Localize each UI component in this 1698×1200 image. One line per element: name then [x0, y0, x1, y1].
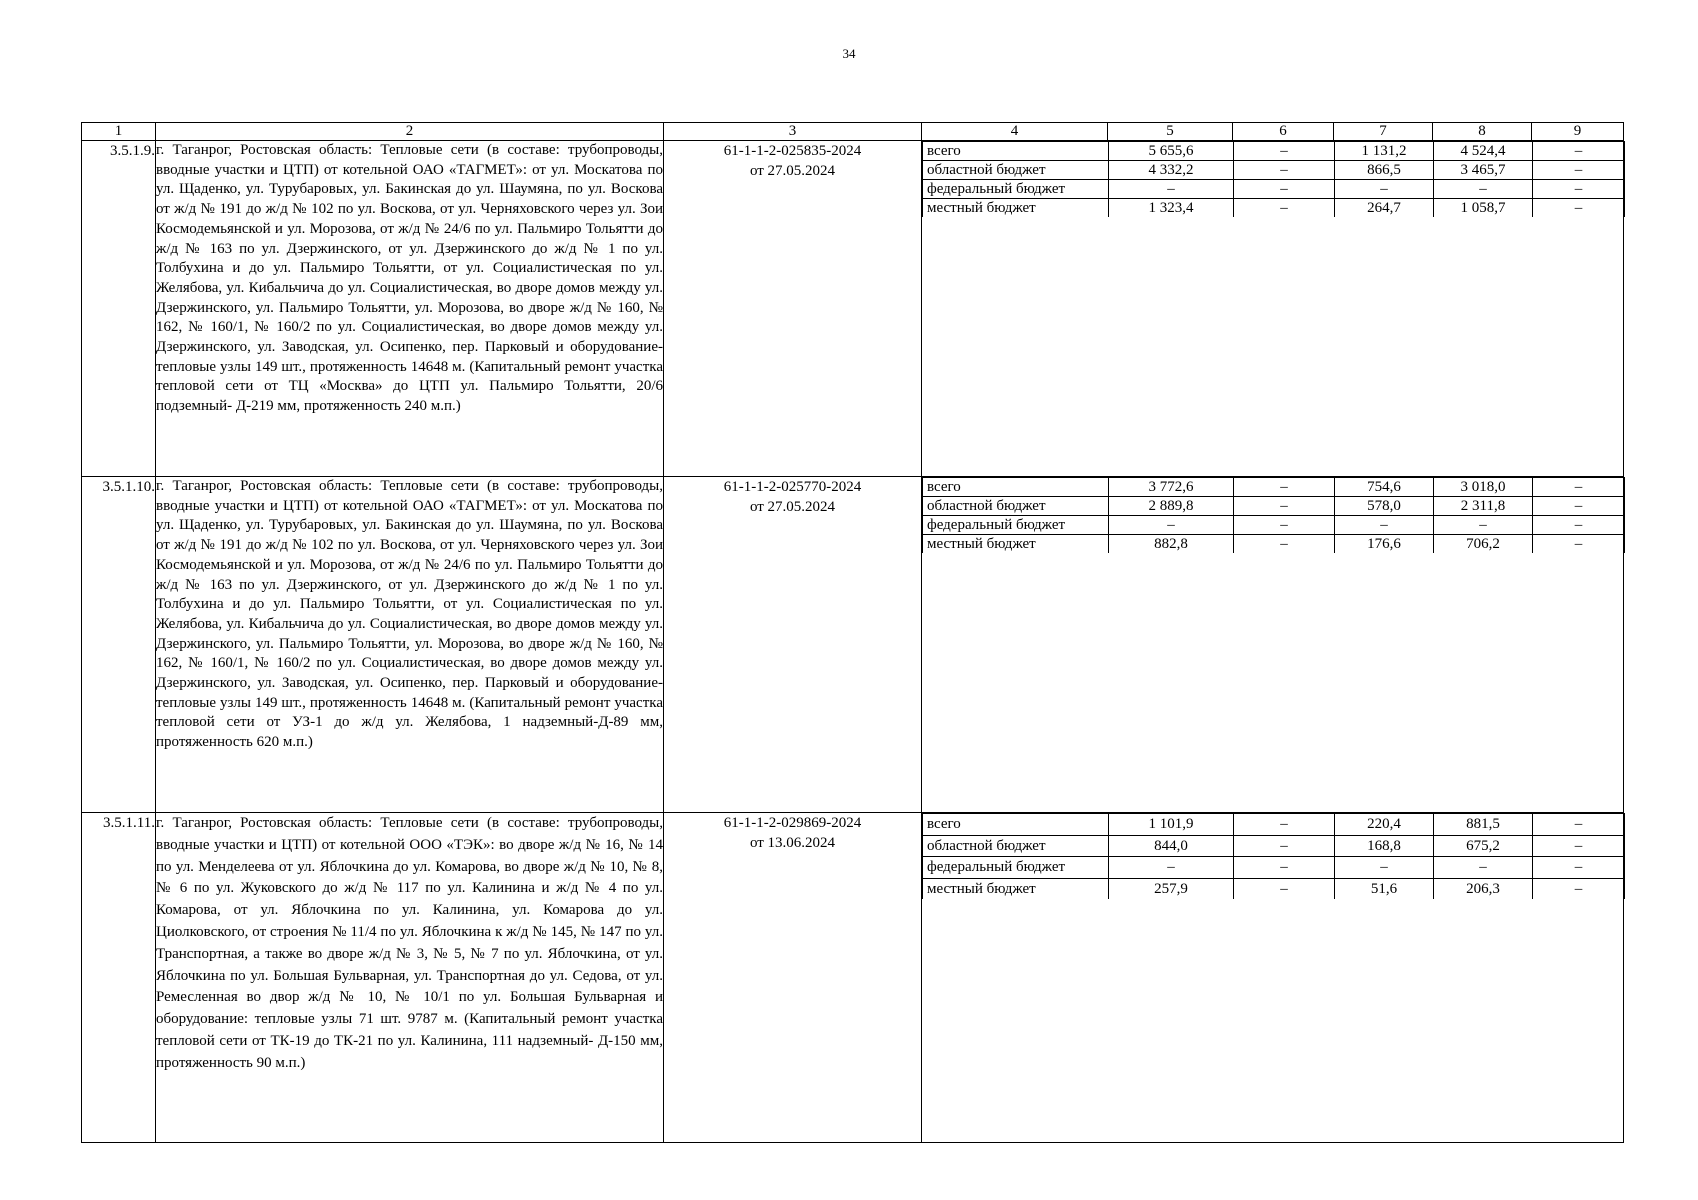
budget-label: федеральный бюджет — [923, 516, 1109, 535]
budget-value-col5: 844,0 — [1109, 835, 1234, 857]
budget-label: областной бюджет — [923, 835, 1109, 857]
budget-row-total — [923, 814, 1625, 836]
budget-row-regional — [923, 835, 1625, 857]
column-header: 3 — [664, 123, 922, 141]
budget-value-col6: – — [1234, 857, 1335, 879]
budget-value-col7: 264,7 — [1335, 199, 1434, 218]
budget-row-total — [923, 478, 1625, 497]
budget-value-col7: 578,0 — [1335, 497, 1434, 516]
budget-cell — [922, 141, 1624, 477]
budget-row-total — [923, 142, 1625, 161]
budget-value-col6: – — [1234, 478, 1335, 497]
budget-row-federal — [923, 516, 1625, 535]
budget-value-col7: 754,6 — [1335, 478, 1434, 497]
budget-value-col5: 1 101,9 — [1109, 814, 1234, 836]
budget-value-col7: 168,8 — [1335, 835, 1434, 857]
budget-cell — [922, 813, 1624, 1143]
column-header: 1 — [82, 123, 156, 141]
budget-table — [81, 122, 1624, 1143]
object-description: г. Таганрог, Ростовская область: Тепловые сети (в составе: трубопроводы, вводные участки и ЦТП) от котельной ООО «ТЭК»: во дворе ж/д № 16, № 14 по ул. Менделеева от ул. Яблочкина до ул. Комарова, во дворе ж/д № 10, № 8, № 6 по ул. Жуковского до ж/д № 117 по ул. Калинина и ж/д № 4 по ул. Комарова, от ул. Яблочкина по ул. Калинина, ул. Комарова до ул. Циолковского, от строения № 11/4 по ул. Яблочкина к ж/д № 145, № 147 по ул. Транспортная, а также во дворе ж/д № 3, № 5, № 7 по ул. Яблочкина, от ул. Яблочкина по ул. Большая Бульварная, ул. Транспортная до ул. Седова, от ул. Ремесленная во двор ж/д № 10, № 10/1 по ул. Большая Бульварная и оборудование: тепловые узлы 71 шт. 9787 м. (Капитальный ремонт участка тепловой сети от ТК-19 до ТК-21 по ул. Калинина, 111 надземный- Д-150 мм, протяженность 90 м.п.) — [156, 813, 664, 1143]
budget-value-col7: 220,4 — [1335, 814, 1434, 836]
budget-row-federal — [923, 857, 1625, 879]
budget-row-local — [923, 535, 1625, 554]
column-number-header-row — [82, 123, 1624, 141]
budget-value-col5: 4 332,2 — [1109, 161, 1234, 180]
budget-value-col9: – — [1533, 142, 1625, 161]
budget-label: местный бюджет — [923, 878, 1109, 899]
budget-value-col9: – — [1533, 180, 1625, 199]
document-number: 61-1-1-2-029869-2024 — [723, 815, 862, 831]
budget-value-col5: – — [1109, 857, 1234, 879]
budget-value-col5: 1 323,4 — [1109, 199, 1234, 218]
budget-value-col5: 882,8 — [1109, 535, 1234, 554]
budget-value-col5: – — [1109, 516, 1234, 535]
budget-value-col9: – — [1533, 857, 1625, 879]
budget-value-col7: – — [1335, 516, 1434, 535]
column-header: 5 — [1108, 123, 1233, 141]
budget-value-col7: 1 131,2 — [1335, 142, 1434, 161]
budget-value-col9: – — [1533, 814, 1625, 836]
budget-label: всего — [923, 814, 1109, 836]
budget-label: местный бюджет — [923, 199, 1109, 218]
budget-value-col9: – — [1533, 516, 1625, 535]
document-reference — [664, 813, 922, 1143]
budget-value-col6: – — [1234, 835, 1335, 857]
budget-breakdown — [922, 477, 1625, 553]
budget-label: всего — [923, 478, 1109, 497]
document-date: от 13.06.2024 — [749, 835, 836, 851]
budget-value-col8: – — [1434, 180, 1533, 199]
budget-value-col5: – — [1109, 180, 1234, 199]
budget-value-col8: 1 058,7 — [1434, 199, 1533, 218]
budget-value-col7: 51,6 — [1335, 878, 1434, 899]
budget-value-col9: – — [1533, 199, 1625, 218]
budget-value-col9: – — [1533, 535, 1625, 554]
budget-value-col8: 3 018,0 — [1434, 478, 1533, 497]
row-number: 3.5.1.11. — [82, 813, 156, 1143]
budget-value-col7: 866,5 — [1335, 161, 1434, 180]
budget-breakdown — [922, 813, 1625, 899]
budget-value-col9: – — [1533, 478, 1625, 497]
table-row — [82, 813, 1624, 1143]
budget-value-col8: 3 465,7 — [1434, 161, 1533, 180]
budget-value-col9: – — [1533, 835, 1625, 857]
budget-value-col7: – — [1335, 857, 1434, 879]
budget-label: местный бюджет — [923, 535, 1109, 554]
budget-value-col8: – — [1434, 516, 1533, 535]
budget-value-col9: – — [1533, 878, 1625, 899]
document-number: 61-1-1-2-025835-2024 — [723, 143, 862, 159]
budget-row-federal — [923, 180, 1625, 199]
budget-value-col6: – — [1234, 142, 1335, 161]
row-number: 3.5.1.10. — [82, 477, 156, 813]
budget-row-local — [923, 878, 1625, 899]
document-date: от 27.05.2024 — [749, 499, 836, 515]
budget-label: федеральный бюджет — [923, 857, 1109, 879]
budget-label: всего — [923, 142, 1109, 161]
budget-value-col7: 176,6 — [1335, 535, 1434, 554]
page-number: 34 — [842, 46, 856, 61]
budget-value-col7: – — [1335, 180, 1434, 199]
budget-value-col5: 257,9 — [1109, 878, 1234, 899]
budget-cell — [922, 477, 1624, 813]
budget-value-col8: 4 524,4 — [1434, 142, 1533, 161]
budget-value-col6: – — [1234, 814, 1335, 836]
budget-value-col8: 675,2 — [1434, 835, 1533, 857]
column-header: 6 — [1233, 123, 1334, 141]
object-description: г. Таганрог, Ростовская область: Тепловые сети (в составе: трубопроводы, вводные участки и ЦТП) от котельной ОАО «ТАГМЕТ»: от ул. Москатова по ул. Щаденко, ул. Турубаровых, ул. Бакинская до ул. Шаумяна, по ул. Воскова от ж/д № 191 до ж/д № 102 по ул. Воскова, от ул. Черняховского через ул. Зои Космодемьянской и ул. Морозова, от ж/д № 24/6 по ул. Пальмиро Тольятти до ж/д № 163 по ул. Дзержинского, от ул. Дзержинского до ж/д № 1 по ул. Толбухина и до ул. Пальмиро Тольятти, от ул. Социалистическая по ул. Желябова, ул. Кибальчича до ул. Социалистическая, во дворе домов между ул. Дзержинского, ул. Пальмиро Тольятти, ул. Морозова, во дворе ж/д № 160, № 162, № 160/1, № 160/2 по ул. Социалистическая, во дворе домов между ул. Дзержинского, ул. Заводская, ул. Осипенко, пер. Парковый и оборудование-тепловые узлы 149 шт., протяженность 14648 м. (Капитальный ремонт участка тепловой сети от УЗ-1 до ж/д ул. Желябова, 1 надземный-Д-89 мм, протяженность 620 м.п.) — [156, 477, 664, 813]
budget-value-col6: – — [1234, 199, 1335, 218]
budget-row-regional — [923, 497, 1625, 516]
budget-value-col8: – — [1434, 857, 1533, 879]
budget-value-col6: – — [1234, 497, 1335, 516]
table-row — [82, 141, 1624, 477]
budget-breakdown — [922, 141, 1625, 217]
budget-value-col9: – — [1533, 161, 1625, 180]
column-header: 2 — [156, 123, 664, 141]
budget-value-col6: – — [1234, 161, 1335, 180]
budget-row-regional — [923, 161, 1625, 180]
budget-value-col6: – — [1234, 535, 1335, 554]
budget-value-col6: – — [1234, 180, 1335, 199]
row-number: 3.5.1.9. — [82, 141, 156, 477]
document-reference — [664, 141, 922, 477]
budget-value-col6: – — [1234, 516, 1335, 535]
budget-value-col8: 706,2 — [1434, 535, 1533, 554]
column-header: 8 — [1433, 123, 1532, 141]
column-header: 9 — [1532, 123, 1624, 141]
column-header: 7 — [1334, 123, 1433, 141]
document-reference — [664, 477, 922, 813]
budget-value-col9: – — [1533, 497, 1625, 516]
document-number: 61-1-1-2-025770-2024 — [723, 479, 862, 495]
budget-value-col5: 3 772,6 — [1109, 478, 1234, 497]
budget-row-local — [923, 199, 1625, 218]
budget-value-col8: 881,5 — [1434, 814, 1533, 836]
budget-value-col6: – — [1234, 878, 1335, 899]
budget-label: областной бюджет — [923, 161, 1109, 180]
budget-label: областной бюджет — [923, 497, 1109, 516]
table-row — [82, 477, 1624, 813]
budget-value-col5: 5 655,6 — [1109, 142, 1234, 161]
object-description: г. Таганрог, Ростовская область: Тепловые сети (в составе: трубопроводы, вводные участки и ЦТП) от котельной ОАО «ТАГМЕТ»: от ул. Москатова по ул. Щаденко, ул. Турубаровых, ул. Бакинская до ул. Шаумяна, по ул. Воскова от ж/д № 191 до ж/д № 102 по ул. Воскова, от ул. Черняховского через ул. Зои Космодемьянской и ул. Морозова, от ж/д № 24/6 по ул. Пальмиро Тольятти до ж/д № 163 по ул. Дзержинского, от ул. Дзержинского до ж/д № 1 по ул. Толбухина и до ул. Пальмиро Тольятти, от ул. Социалистическая по ул. Желябова, ул. Кибальчича до ул. Социалистическая, во дворе домов между ул. Дзержинского, ул. Пальмиро Тольятти, ул. Морозова, во дворе ж/д № 160, № 162, № 160/1, № 160/2 по ул. Социалистическая, во дворе домов между ул. Дзержинского, ул. Заводская, ул. Осипенко, пер. Парковый и оборудование-тепловые узлы 149 шт., протяженность 14648 м. (Капитальный ремонт участка тепловой сети от ТЦ «Москва» до ЦТП ул. Пальмиро Тольятти, 20/6 подземный- Д-219 мм, протяженность 240 м.п.) — [156, 141, 664, 477]
budget-value-col8: 206,3 — [1434, 878, 1533, 899]
budget-label: федеральный бюджет — [923, 180, 1109, 199]
budget-value-col8: 2 311,8 — [1434, 497, 1533, 516]
budget-value-col5: 2 889,8 — [1109, 497, 1234, 516]
document-date: от 27.05.2024 — [749, 163, 836, 179]
column-header: 4 — [922, 123, 1108, 141]
